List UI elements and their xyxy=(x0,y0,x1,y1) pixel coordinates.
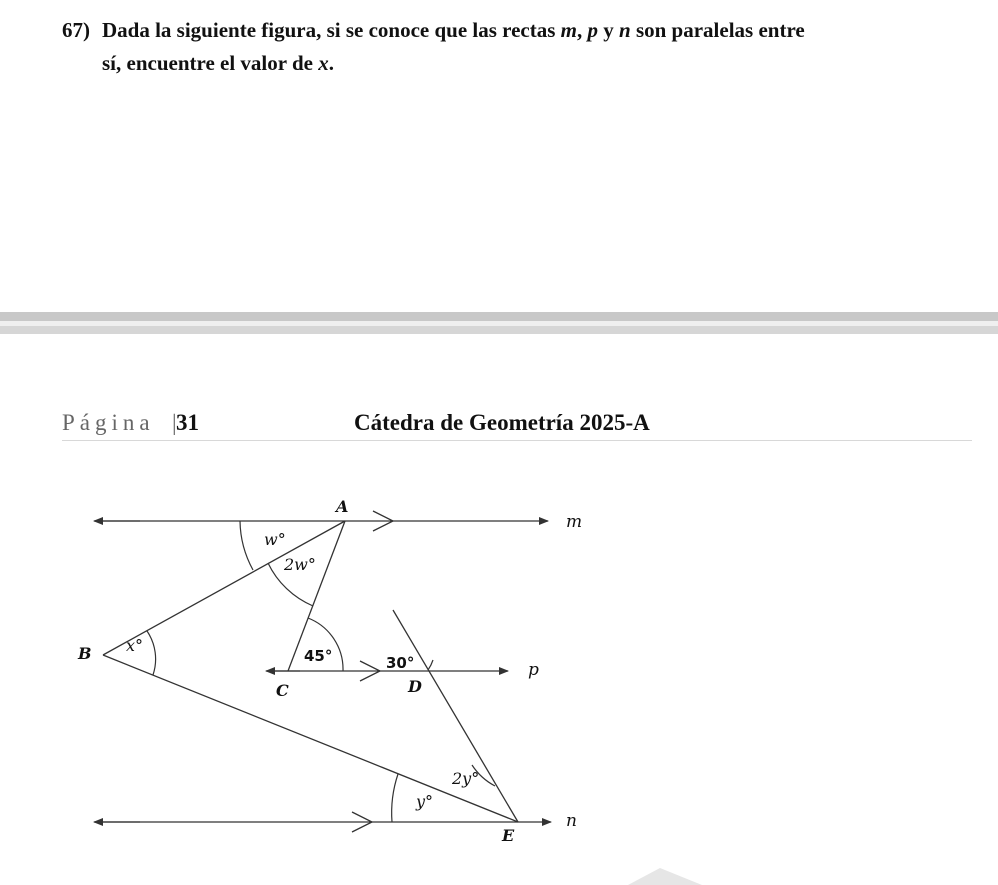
line-label-p: p xyxy=(528,660,539,680)
arc-x xyxy=(147,631,156,675)
problem-text: sí, encuentre el valor de xyxy=(102,51,319,75)
problem-text: son paralelas entre xyxy=(630,18,805,42)
angle-label-w: w° xyxy=(264,530,286,549)
point-label-D: D xyxy=(408,677,422,696)
segment-AB xyxy=(103,521,345,655)
problem-text: Dada la siguiente figura, si se conoce que las rectas xyxy=(102,18,561,42)
problem-text: . xyxy=(328,51,334,75)
angle-label-2w: 2w° xyxy=(284,555,316,574)
segment-BE xyxy=(103,655,518,822)
page-number: 31 xyxy=(176,410,199,435)
angle-label-30: 30° xyxy=(386,654,415,672)
point-label-E: E xyxy=(502,826,515,845)
line-n xyxy=(94,812,551,832)
header-divider: | xyxy=(172,410,177,435)
point-label-A: A xyxy=(336,497,349,516)
arc-w xyxy=(240,521,253,570)
separator: y xyxy=(598,18,620,42)
course-title: Cátedra de Geometría 2025-A xyxy=(354,410,650,435)
angle-label-x: x° xyxy=(126,636,144,655)
var-x: x xyxy=(318,51,329,75)
line-label-n: n xyxy=(566,811,577,831)
angle-label-45: 45° xyxy=(304,647,333,665)
var-m: m xyxy=(560,18,578,42)
line-m xyxy=(94,511,548,531)
line-label-m: m xyxy=(566,512,583,532)
var-n: n xyxy=(619,18,631,42)
point-label-C: C xyxy=(276,681,289,700)
segment-DE xyxy=(393,610,518,822)
point-label-B: B xyxy=(78,644,92,663)
arc-30 xyxy=(428,660,433,670)
separator: , xyxy=(577,18,588,42)
angle-label-2y: 2y° xyxy=(452,769,480,788)
arc-y xyxy=(392,774,398,822)
angle-label-y: y° xyxy=(416,792,434,811)
var-p: p xyxy=(587,18,599,42)
problem-number: 67) xyxy=(62,18,90,42)
pagina-label: Página xyxy=(62,410,155,435)
page-corner-decoration xyxy=(628,868,702,885)
